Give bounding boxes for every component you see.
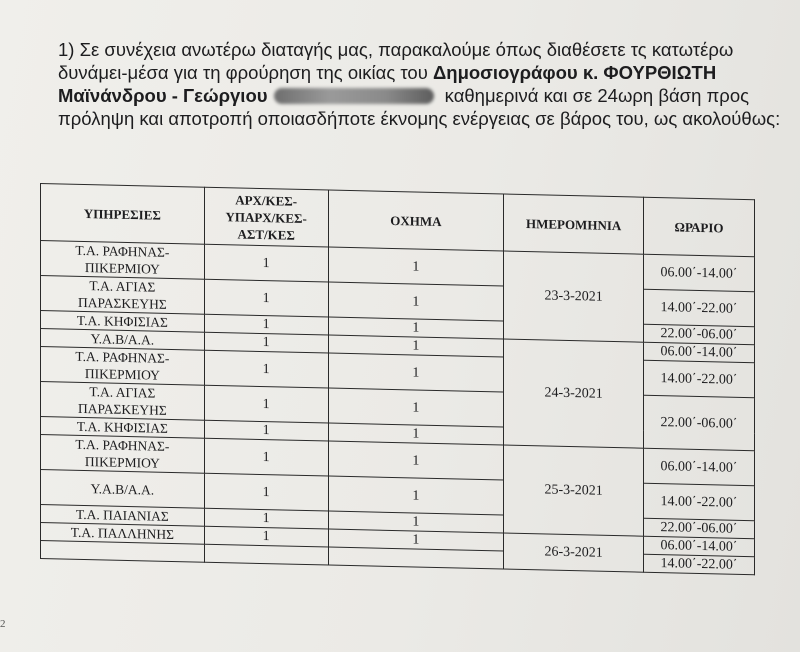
hours-cell: 06.00΄-14.00΄: [644, 448, 755, 486]
vehicle-cell: 1: [328, 335, 504, 357]
hours-cell: 06.00΄-14.00΄: [644, 342, 755, 363]
paragraph-line-2: [58, 61, 763, 84]
header-date: ΗΜΕΡΟΜΗΝΙΑ: [504, 194, 644, 254]
vehicle-cell: 1: [328, 282, 504, 321]
unit-cell: [41, 435, 205, 474]
unit-cell: [41, 541, 205, 563]
unit-cell: [41, 382, 205, 421]
header-officers-text: ΑΡΧ/ΚΕΣ- ΥΠΑΡΧ/ΚΕΣ- ΑΣΤ/ΚΕΣ: [225, 191, 307, 243]
journalist-name: Μαϊνάνδρου - Γεώργιου: [58, 85, 268, 106]
unit-name: Τ.Α. ΡΑΦΗΝΑΣ- ΠΙΚΕΡΜΙΟΥ: [75, 242, 170, 277]
header-officers: [204, 187, 328, 247]
vehicle-cell: 1: [328, 317, 504, 339]
hours-cell: 06.00΄-14.00΄: [644, 254, 755, 292]
officers-cell: 1: [204, 332, 328, 353]
officers-cell: 1: [204, 438, 328, 476]
unit-cell: Τ.Α. ΚΗΦΙΣΙΑΣ: [41, 417, 205, 439]
hours-cell: 14.00΄-22.00΄: [644, 554, 755, 575]
unit-cell: [41, 276, 205, 315]
hours-cell: 06.00΄-14.00΄: [644, 536, 755, 557]
officers-cell: 1: [204, 244, 328, 282]
unit-name: Τ.Α. ΡΑΦΗΝΑΣ- ΠΙΚΕΡΜΙΟΥ: [75, 348, 170, 383]
paragraph-line-2-text: δυνάμει-μέσα για τη φρούρηση της οικίας του: [58, 62, 433, 83]
officers-cell: 1: [204, 279, 328, 317]
vehicle-cell: [328, 547, 504, 569]
paragraph-line-3-text: καθημερινά και σε 24ωρη βάση προς: [439, 85, 750, 106]
paragraph-line-4: πρόληψη και αποτροπή οποιασδήποτε έκνομης ενέργειας σε βάρος του, ως ακολούθως:: [58, 108, 781, 129]
officers-cell: 1: [204, 420, 328, 441]
header-services: ΥΠΗΡΕΣΙΕΣ: [41, 184, 205, 245]
date-cell: 26-3-2021: [504, 533, 644, 572]
vehicle-cell: 1: [328, 353, 504, 392]
vehicle-cell: 1: [328, 388, 504, 427]
hours-cell: 14.00΄-22.00΄: [644, 360, 755, 398]
hours-cell: 14.00΄-22.00΄: [644, 483, 755, 521]
guard-schedule-table: [40, 183, 755, 575]
unit-cell: Υ.Α.Β/Α.Α.: [41, 470, 205, 509]
officers-cell: 1: [204, 508, 328, 529]
vehicle-cell: 1: [328, 441, 504, 480]
unit-name: Τ.Α. ΑΓΙΑΣ ΠΑΡΑΣΚΕΥΗΣ: [78, 278, 167, 312]
unit-cell: [41, 241, 205, 280]
hours-cell: 22.00΄-06.00΄: [644, 518, 755, 539]
unit-name: Τ.Α. ΡΑΦΗΝΑΣ- ΠΙΚΕΡΜΙΟΥ: [75, 436, 170, 471]
vehicle-cell: 1: [328, 511, 504, 533]
officers-cell: 1: [204, 350, 328, 388]
unit-cell: Τ.Α. ΠΑΛΛΗΝΗΣ: [41, 523, 205, 545]
unit-cell: Τ.Α. ΠΑΙΑΝΙΑΣ: [41, 505, 205, 527]
margin-page-mark: 2: [0, 618, 6, 630]
officers-cell: 1: [204, 385, 328, 423]
unit-cell: [41, 347, 205, 386]
vehicle-cell: 1: [328, 529, 504, 551]
officers-cell: 1: [204, 314, 328, 335]
officers-cell: 1: [204, 473, 328, 511]
header-vehicle: ΟΧΗΜΑ: [328, 190, 504, 251]
redaction-blur: [274, 88, 434, 104]
paragraph-line-3: [58, 84, 763, 107]
officers-cell: 1: [204, 526, 328, 547]
hours-cell: 22.00΄-06.00΄: [644, 395, 755, 451]
date-cell: 24-3-2021: [504, 339, 644, 448]
intro-paragraph: [58, 38, 781, 130]
date-cell: 23-3-2021: [504, 251, 644, 342]
unit-name: Τ.Α. ΑΓΙΑΣ ΠΑΡΑΣΚΕΥΗΣ: [78, 384, 167, 418]
hours-cell: 14.00΄-22.00΄: [644, 289, 755, 327]
paragraph-line-1: 1) Σε συνέχεια ανωτέρω διαταγής μας, παρακαλούμε όπως διαθέσετε τς κατωτέρω: [58, 39, 734, 60]
hours-cell: 22.00΄-06.00΄: [644, 324, 755, 345]
vehicle-cell: 1: [328, 247, 504, 286]
unit-cell: Τ.Α. ΚΗΦΙΣΙΑΣ: [41, 311, 205, 333]
unit-cell: Υ.Α.Β/Α.Α.: [41, 329, 205, 351]
journalist-title: Δημοσιογράφου κ. ΦΟΥΡΘΙΩΤΗ: [432, 62, 717, 83]
vehicle-cell: 1: [328, 423, 504, 445]
vehicle-cell: 1: [328, 476, 504, 515]
officers-cell: [204, 544, 328, 565]
header-hours: ΩΡΑΡΙΟ: [644, 197, 755, 257]
date-cell: 25-3-2021: [504, 445, 644, 536]
